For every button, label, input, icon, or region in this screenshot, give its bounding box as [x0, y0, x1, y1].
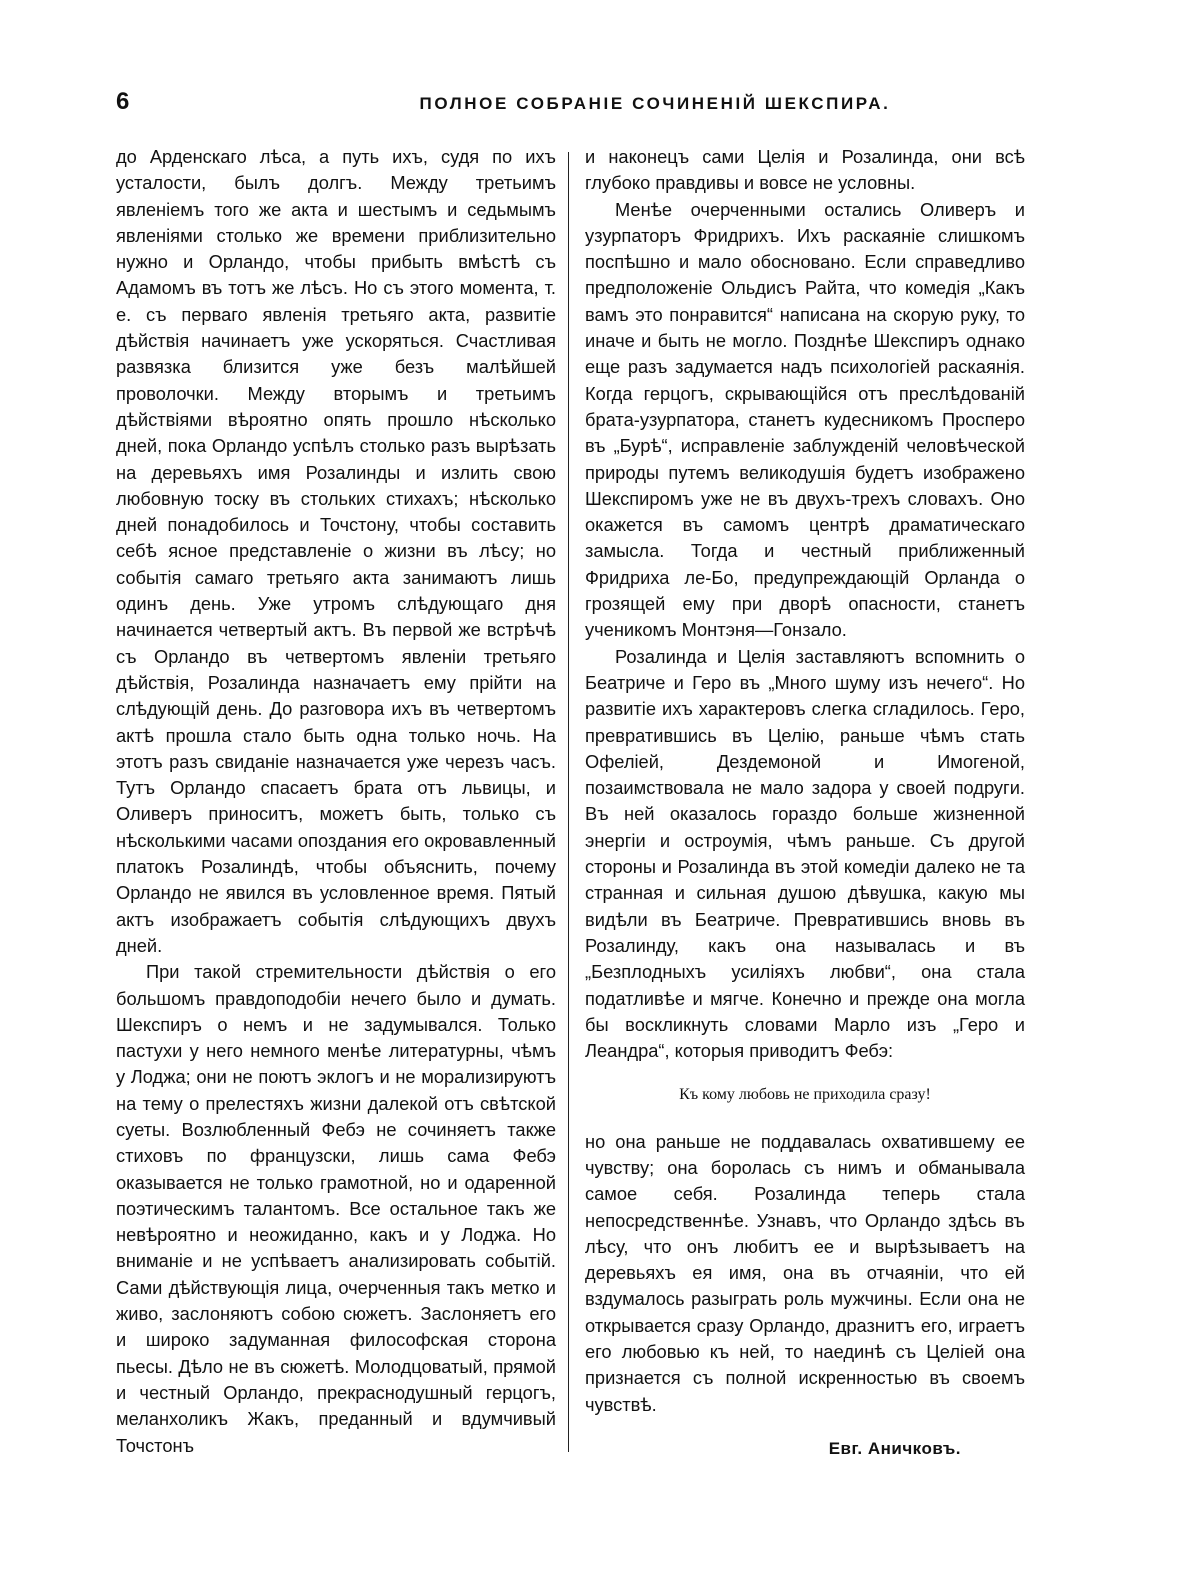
left-paragraph-1: до Арденскаго лѣса, а путь ихъ, судя по ихъ усталости, былъ долгъ. Между третьимъ явленіемъ того же акта и шестымъ и седьмымъ явленіями столько же времени приблизительно нужно и Орландо, чтобы прибыть вмѣстѣ съ Адамомъ въ тотъ же лѣсъ. Но съ этого момента, т. е. съ перваго явленія третьяго акта, развитіе дѣйствія начинаетъ уже ускоряться. Счастливая развязка близится уже безъ малѣйшей проволочки. Между вторымъ и третьимъ дѣйствіями вѣроятно опять прошло нѣсколько дней, пока Орландо успѣлъ столько разъ вырѣзать на деревьяхъ имя Розалинды и излить свою любовную тоску въ стольких стихахъ; нѣсколько дней понадобилось и Точстону, чтобы составить себѣ ясное представленіе о жизни въ лѣсу; но событія самаго третьяго акта занимаютъ лишь одинъ день. Уже утромъ слѣдующаго дня начинается четвертый актъ. Въ первой же встрѣчѣ съ Орландо въ четвертомъ явленіи третьяго дѣйствія, Розалинда назначаетъ ему прійти на слѣдующій день. До разговора ихъ въ четвертомъ актѣ прошла стало быть одна только ночь. На этотъ разъ свиданіе назначается уже черезъ часъ. Тутъ Орландо спасаетъ брата отъ львицы, и Оливеръ приноситъ, можетъ быть, только съ нѣсколькими часами опоздания его окровавленный платокъ Розалиндѣ, чтобы объяснить, почему Орландо не явился въ условленное время. Пятый актъ изображаетъ событія слѣдующихъ двухъ дней.: [116, 146, 556, 956]
left-paragraph-2: При такой стремительности дѣйствія о его большомъ правдоподобіи нечего было и думать. Шекспиръ о немъ и не задумывался. Только пастухи у него немного менѣе литературны, чѣмъ у Лоджа; они не поютъ эклогъ и не морализируютъ на тему о прелестяхъ жизни далекой отъ свѣтской суеты. Возлюбленный Фебэ не сочиняетъ также стиховъ по французски, лишь сама Фебэ оказывается не только грамотной, но и одаренной поэтическимъ талантомъ. Все остальное такъ же невѣроятно и неожиданно, какъ и у Лоджа. Но вниманіе и не успѣваетъ анализировать событій. Сами дѣйствующія лица, очерченныя такъ метко и живо, заслоняютъ собою сюжетъ. Заслоняетъ его и широко задуманная философская сторона пьесы. Дѣло не въ сюжетѣ. Молодцоватый, прямой и честный Орландо, прекраснодушный герцогъ, меланхоликъ Жакъ, преданный и вдумчивый Точстонъ: [116, 961, 556, 1456]
right-paragraph-1: и наконецъ сами Целія и Розалинда, они всѣ глубоко правдивы и вовсе не условны.: [585, 146, 1025, 194]
right-column: [585, 144, 1025, 1462]
author-signature: Евг. Аничковъ.: [828, 1438, 961, 1458]
left-column: [116, 144, 556, 1459]
right-paragraph-4: но она раньше не поддавалась охватившему ее чувству; она боролась съ нимъ и обманывала самое себя. Розалинда теперь стала непосредственнѣе. Узнавъ, что Орландо здѣсь въ лѣсу, что онъ любитъ ее и вырѣзываетъ на деревьяхъ ея имя, она въ отчаяніи, что ей вздумалось разыграть роль мужчины. Если она не открывается сразу Орландо, дразнитъ его, играетъ его любовью къ ней, то наединѣ съ Целіей она признается съ полной искренностью въ своемъ чувствѣ.: [585, 1130, 1025, 1415]
column-divider: [568, 152, 569, 1452]
right-paragraph-3: Розалинда и Целія заставляютъ вспомнить о Беатриче и Геро въ „Много шуму изъ нечего“. Но развитіе ихъ характеровъ слегка сгладилось. Геро, превратившись въ Целію, раньше чѣмъ стать Офеліей, Дездемоной и Имогеной, позаимствовала не мало задора у своей подруги. Въ ней оказалось гораздо больше жизненной энергіи и остроумія, чѣмъ раньше. Съ другой стороны и Розалинда въ этой комедіи далеко не та странная и сильная душою дѣвушка, какую мы видѣли въ Беатриче. Превратившись вновь въ Розалинду, какъ она называлась и въ „Безплодныхъ усиліяхъ любви“, она стала податливѣе и мягче. Конечно и прежде она могла бы воскликнуть словами Марло изъ „Геро и Леандра“, которыя приводитъ Фебэ:: [585, 645, 1025, 1062]
page-number: 6: [116, 88, 130, 115]
verse-quote: Къ кому любовь не приходила сразу!: [679, 1086, 931, 1104]
running-head: ПОЛНОЕ СОБРАНІЕ СОЧИНЕНІЙ ШЕКСПИРА.: [419, 94, 891, 113]
right-paragraph-2: Менѣе очерченными остались Оливеръ и узурпаторъ Фридрихъ. Ихъ раскаяніе слишкомъ поспѣшно и мало обосновано. Если справедливо предположеніе Ольдисъ Райта, что комедія „Какъ вамъ это понравится“ написана на скорую руку, то иначе и быть не могло. Позднѣе Шекспиръ однако еще разъ задумается надъ психологіей раскаянія. Когда герцогъ, скрывающійся отъ преслѣдованій брата-узурпатора, станетъ кудесникомъ Просперо въ „Бурѣ“, исправленіе заблужденій человѣческой природы путемъ великодушія будетъ изображено Шекспиромъ уже не въ двухъ-трехъ словахъ. Оно окажется въ самомъ центрѣ драматическаго замысла. Тогда и честный приближенный Фридриха ле-Бо, предупреждающій Орланда о грозящей ему при дворѣ опасности, станетъ ученикомъ Монтэня—Гонзало.: [585, 198, 1025, 641]
